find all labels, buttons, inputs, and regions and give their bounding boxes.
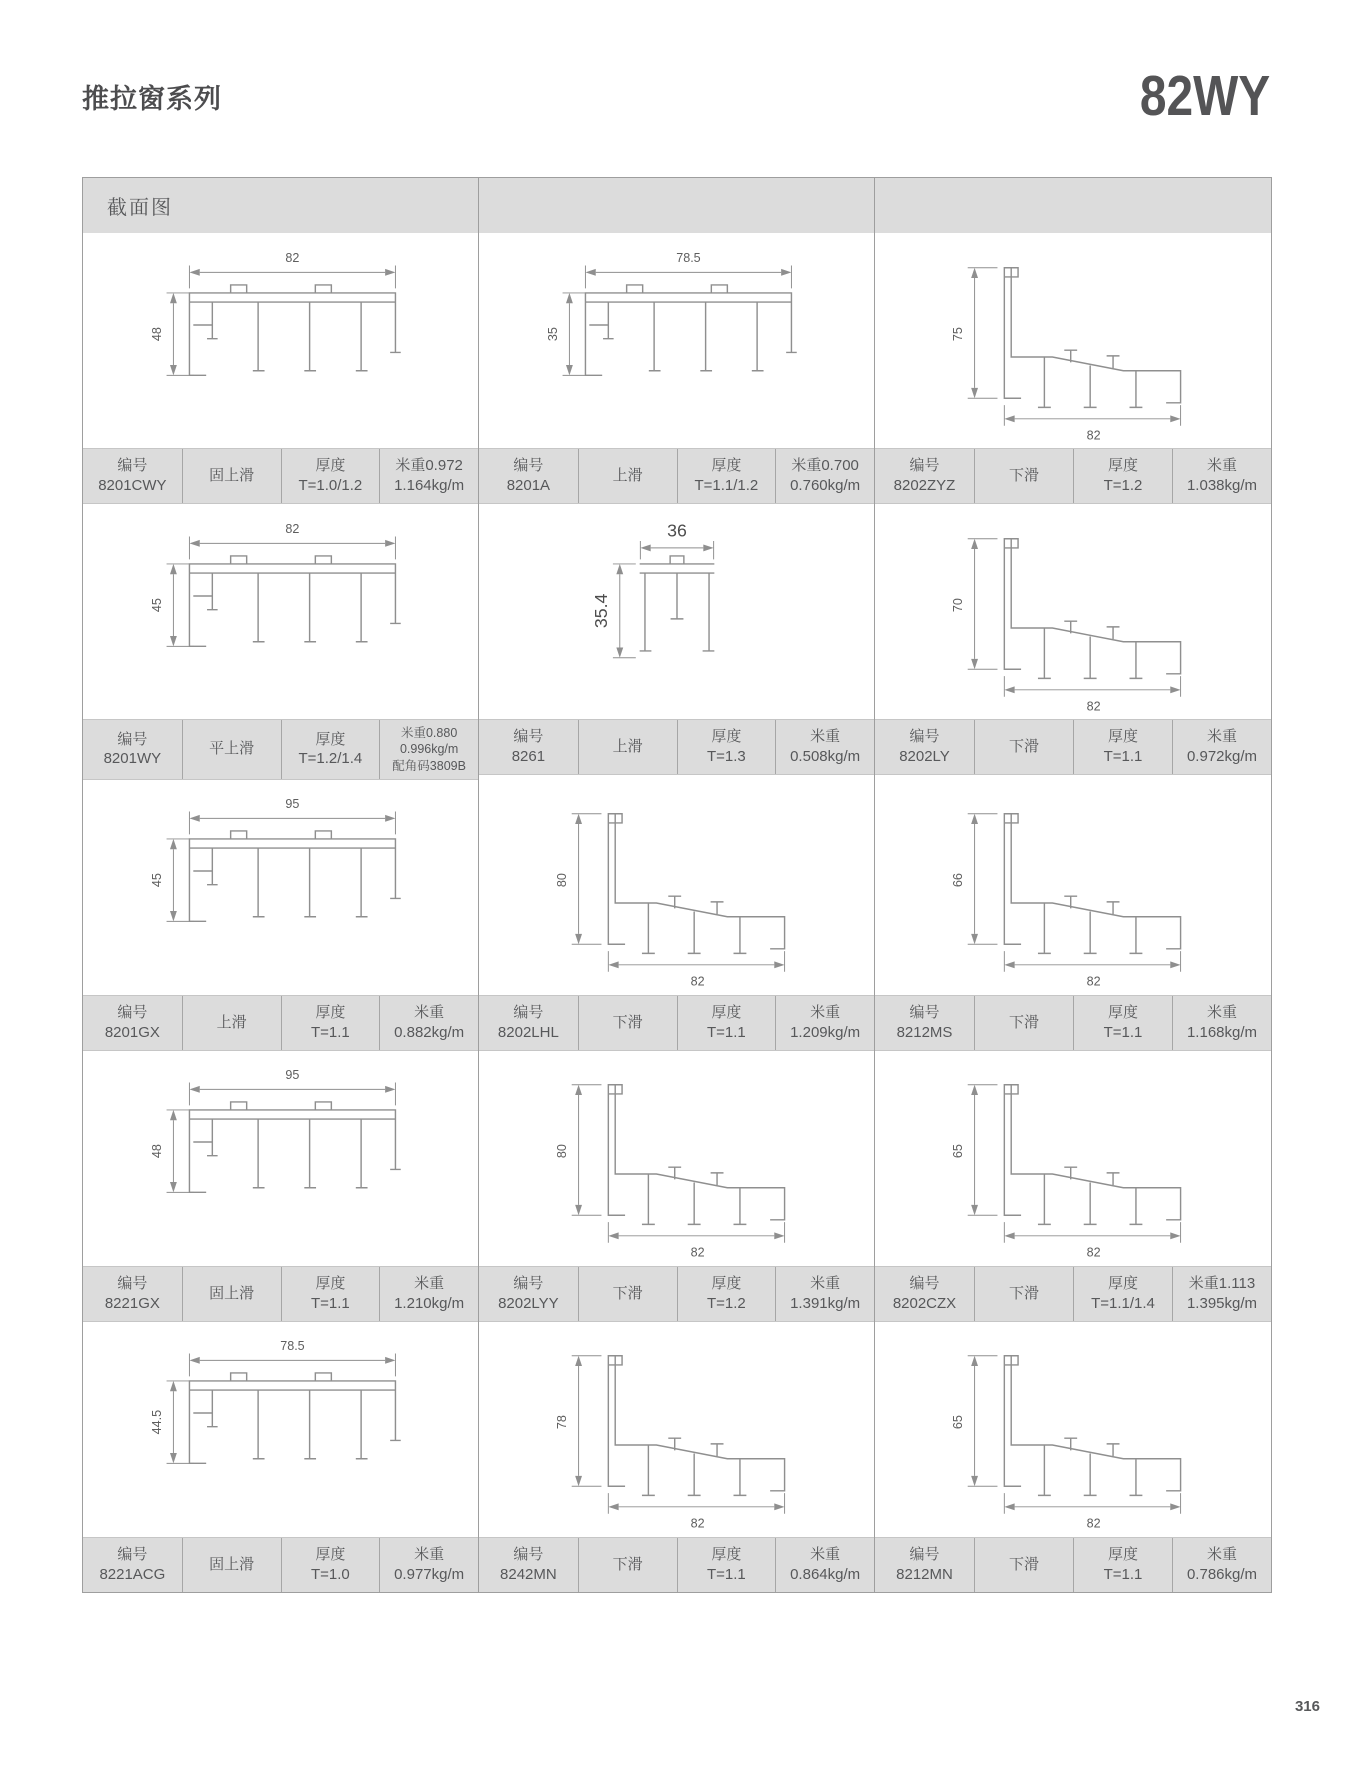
profile-drawing	[875, 233, 1271, 448]
profile-thickness: 厚度 T=1.1	[1073, 720, 1172, 774]
profile-type: 下滑	[974, 996, 1073, 1050]
profile-weight: 米重 1.210kg/m	[379, 1267, 478, 1321]
profile-cell	[83, 504, 479, 780]
profile-code: 编号 8202CZX	[892, 1274, 957, 1312]
profile-weight: 米重 0.977kg/m	[379, 1538, 478, 1592]
profile-drawing	[479, 504, 874, 719]
profile-cell	[875, 780, 1271, 1051]
profile-info-row	[875, 995, 1271, 1051]
catalog-table	[82, 177, 1272, 1593]
profile-type: 下滑	[578, 996, 677, 1050]
profile-type: 平上滑	[182, 720, 281, 779]
profile-info-row	[479, 1537, 874, 1592]
profile-weight: 米重0.972 1.164kg/m	[379, 449, 478, 503]
dimension-top-label: 78.5	[279, 1339, 305, 1354]
profile-cell	[83, 1322, 479, 1592]
cross-section-svg	[917, 1055, 1229, 1261]
profile-type: 上滑	[578, 449, 677, 503]
profile-drawing	[83, 1322, 478, 1537]
profile-type: 上滑	[182, 996, 281, 1050]
profile-type: 下滑	[974, 449, 1073, 503]
profile-code: 编号 8201A	[506, 457, 551, 494]
profile-thickness: 厚度 T=1.1	[677, 1538, 776, 1592]
cross-section-svg	[917, 784, 1229, 990]
profile-thickness: 厚度 T=1.3	[677, 720, 776, 774]
cross-section-svg	[521, 1326, 833, 1532]
profile-type: 下滑	[974, 1538, 1073, 1592]
profile-drawing	[875, 1051, 1271, 1266]
profile-drawing	[83, 780, 478, 995]
dimension-bottom-label: 82	[690, 1516, 705, 1531]
profile-type: 下滑	[578, 1538, 677, 1592]
profile-drawing	[875, 780, 1271, 995]
profile-info-row	[83, 448, 478, 504]
profile-info-row	[479, 1266, 874, 1322]
profile-cell	[83, 1051, 479, 1322]
profile-type: 上滑	[578, 720, 677, 774]
cross-section-svg	[125, 238, 437, 444]
dimension-left-label: 35.4	[590, 593, 611, 628]
dimension-bottom-label: 82	[690, 1245, 705, 1260]
profile-cell	[479, 233, 875, 504]
profile-weight: 米重 1.391kg/m	[775, 1267, 874, 1321]
cross-section-svg	[125, 1055, 437, 1261]
dimension-top-label: 82	[284, 521, 299, 536]
dimension-left-label: 75	[950, 326, 965, 341]
dimension-bottom-label: 82	[690, 974, 705, 989]
profile-thickness: 厚度 T=1.0	[281, 1538, 380, 1592]
profile-shape	[166, 812, 399, 922]
profile-cell	[875, 1051, 1271, 1322]
profile-code: 编号 8212MS	[896, 1003, 953, 1041]
profile-thickness: 厚度 T=1.1	[1073, 996, 1172, 1050]
profile-type: 下滑	[974, 1267, 1073, 1321]
dimension-left-label: 65	[950, 1415, 965, 1430]
dimension-top-label: 95	[284, 797, 299, 812]
profile-weight: 米重 0.864kg/m	[775, 1538, 874, 1592]
cross-section-svg	[521, 784, 833, 990]
profile-info-row	[875, 719, 1271, 775]
page-title: 推拉窗系列	[82, 84, 222, 114]
profile-weight: 米重1.113 1.395kg/m	[1172, 1267, 1271, 1321]
profile-cell	[875, 233, 1271, 504]
profile-cell	[83, 780, 479, 1051]
profile-shape	[968, 1085, 1181, 1243]
profile-info-row	[875, 1537, 1271, 1592]
profile-code: 编号 8201GX	[104, 1003, 160, 1041]
profile-shape	[968, 267, 1181, 425]
profile-drawing	[479, 1322, 874, 1537]
profile-shape	[166, 1354, 399, 1464]
profile-thickness: 厚度 T=1.1	[677, 996, 776, 1050]
profile-info-row	[83, 995, 478, 1051]
profile-drawing	[479, 233, 874, 448]
dimension-left-label: 66	[950, 873, 965, 888]
cross-section-svg	[917, 238, 1229, 444]
dimension-left-label: 70	[950, 597, 965, 612]
dimension-bottom-label: 82	[1086, 1245, 1101, 1260]
dimension-bottom-label: 82	[1086, 698, 1101, 713]
profile-code: 编号 8202LHL	[497, 1003, 559, 1041]
table-header-row	[83, 178, 1271, 233]
profile-weight: 米重0.700 0.760kg/m	[775, 449, 874, 503]
profile-code: 编号 8201WY	[103, 730, 162, 768]
cross-section-svg	[917, 509, 1229, 715]
dimension-left-label: 45	[149, 873, 164, 888]
masthead	[82, 0, 1270, 177]
profile-drawing	[479, 780, 874, 995]
table-header-cell	[83, 178, 479, 233]
profile-shape	[166, 265, 399, 375]
profile-weight: 米重 0.786kg/m	[1172, 1538, 1271, 1592]
profile-shape	[968, 1356, 1181, 1514]
dimension-left-label: 78	[554, 1415, 569, 1430]
profile-type: 固上滑	[182, 449, 281, 503]
cross-section-svg	[125, 509, 437, 715]
profile-info-row	[875, 448, 1271, 504]
dimension-top-label: 36	[666, 519, 687, 540]
dimension-left-label: 65	[950, 1144, 965, 1159]
dimension-top-label: 95	[284, 1068, 299, 1083]
page-number: 316	[1294, 1698, 1320, 1715]
profile-thickness: 厚度 T=1.1	[281, 1267, 380, 1321]
profile-shape	[612, 541, 713, 658]
profile-code: 编号 8202LYY	[498, 1274, 559, 1312]
profile-code: 编号 8261	[511, 728, 546, 765]
profile-thickness: 厚度 T=1.2	[1073, 449, 1172, 503]
dimension-left-label: 48	[149, 1144, 164, 1159]
profile-cell	[479, 504, 875, 780]
profile-shape	[571, 1356, 784, 1514]
profile-thickness: 厚度 T=1.1/1.2	[677, 449, 776, 503]
cross-section-svg	[521, 509, 833, 715]
profile-weight: 米重 1.168kg/m	[1172, 996, 1271, 1050]
dimension-left-label: 44.5	[149, 1410, 164, 1435]
profile-weight: 米重 1.038kg/m	[1172, 449, 1271, 503]
profile-drawing	[83, 504, 478, 719]
profile-info-row	[479, 995, 874, 1051]
profile-weight: 米重 0.972kg/m	[1172, 720, 1271, 774]
table-header-cell	[875, 178, 1271, 233]
profile-info-row	[83, 1266, 478, 1322]
profile-code: 编号 8242MN	[500, 1545, 557, 1583]
cross-section-svg	[521, 1055, 833, 1261]
profile-code: 编号 8202ZYZ	[893, 457, 956, 494]
dimension-bottom-label: 82	[1086, 1516, 1101, 1531]
profile-cell	[479, 1051, 875, 1322]
profile-thickness: 厚度 T=1.2/1.4	[281, 720, 380, 779]
profile-shape	[571, 814, 784, 972]
profile-cell	[83, 233, 479, 504]
dimension-top-label: 78.5	[675, 250, 701, 265]
profile-cell	[875, 504, 1271, 780]
profile-code: 编号 8221GX	[104, 1274, 160, 1312]
cross-section-svg	[917, 1326, 1229, 1532]
table-header-cell	[479, 178, 875, 233]
profile-type: 固上滑	[182, 1267, 281, 1321]
model-code: 82WY	[1139, 64, 1270, 128]
profile-code: 编号 8202LY	[899, 728, 950, 765]
cross-section-svg	[521, 238, 833, 444]
profile-weight: 米重0.880 0.996kg/m 配角码3809B	[379, 720, 478, 779]
profile-drawing	[479, 1051, 874, 1266]
profile-type: 固上滑	[182, 1538, 281, 1592]
profile-shape	[968, 814, 1181, 972]
profile-info-row	[83, 719, 478, 780]
dimension-left-label: 35	[545, 326, 560, 341]
profile-info-row	[479, 719, 874, 775]
dimension-left-label: 80	[554, 873, 569, 888]
profile-cell	[479, 1322, 875, 1592]
profile-drawing	[83, 233, 478, 448]
profile-drawing	[875, 504, 1271, 719]
profile-thickness: 厚度 T=1.0/1.2	[281, 449, 380, 503]
dimension-left-label: 48	[149, 326, 164, 341]
profile-weight: 米重 0.508kg/m	[775, 720, 874, 774]
profile-type: 下滑	[974, 720, 1073, 774]
profile-shape	[166, 1083, 399, 1193]
profile-code: 编号 8212MN	[896, 1545, 953, 1583]
cross-section-svg	[125, 784, 437, 990]
profile-shape	[968, 538, 1181, 696]
dimension-bottom-label: 82	[1086, 427, 1101, 442]
profile-thickness: 厚度 T=1.1/1.4	[1073, 1267, 1172, 1321]
table-body	[83, 233, 1271, 1592]
profile-thickness: 厚度 T=1.2	[677, 1267, 776, 1321]
dimension-left-label: 45	[149, 597, 164, 612]
profile-drawing	[83, 1051, 478, 1266]
profile-cell	[875, 1322, 1271, 1592]
profile-weight: 米重 0.882kg/m	[379, 996, 478, 1050]
profile-info-row	[83, 1537, 478, 1592]
profile-shape	[562, 265, 795, 375]
profile-weight: 米重 1.209kg/m	[775, 996, 874, 1050]
profile-drawing	[875, 1322, 1271, 1537]
profile-info-row	[479, 448, 874, 504]
cross-section-svg	[125, 1326, 437, 1532]
profile-cell	[479, 780, 875, 1051]
profile-shape	[571, 1085, 784, 1243]
profile-thickness: 厚度 T=1.1	[1073, 1538, 1172, 1592]
profile-type: 下滑	[578, 1267, 677, 1321]
profile-code: 编号 8201CWY	[98, 457, 167, 494]
profile-shape	[166, 536, 399, 646]
dimension-top-label: 82	[284, 250, 299, 265]
section-header-label: 截面图	[107, 197, 173, 219]
dimension-bottom-label: 82	[1086, 974, 1101, 989]
dimension-left-label: 80	[554, 1144, 569, 1159]
profile-thickness: 厚度 T=1.1	[281, 996, 380, 1050]
profile-info-row	[875, 1266, 1271, 1322]
profile-code: 编号 8221ACG	[99, 1545, 166, 1583]
